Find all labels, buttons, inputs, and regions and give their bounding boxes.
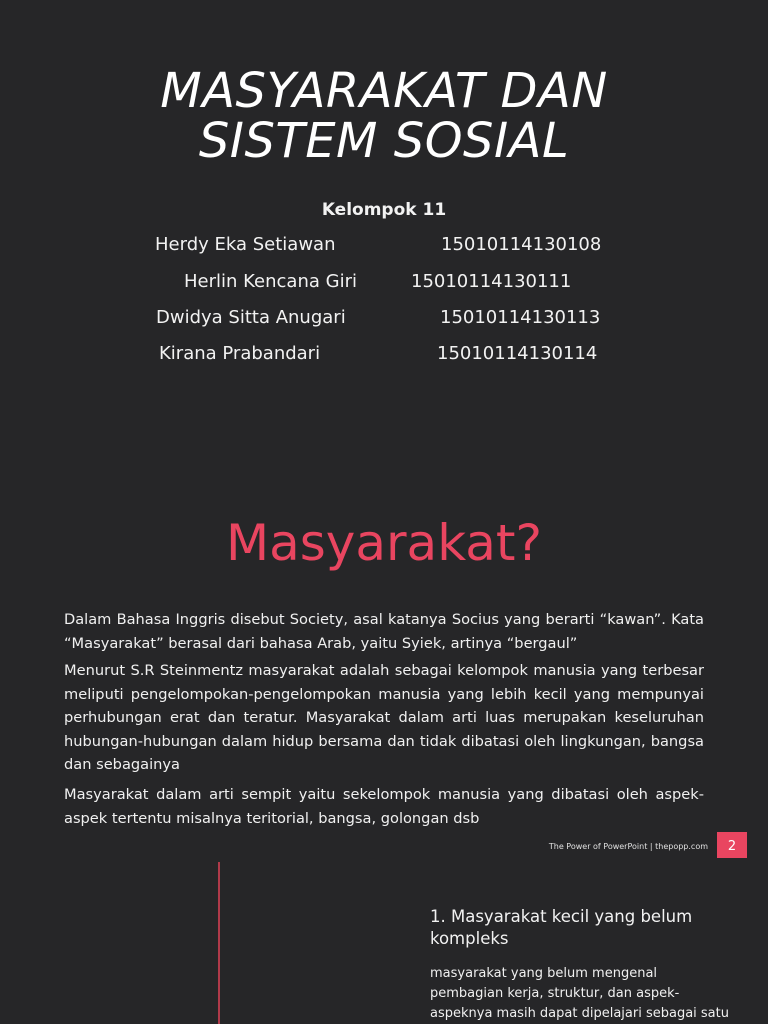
paragraph: Dalam Bahasa Inggris disebut Society, asal katanya Socius yang berarti “kawan”. Kata “Masyarakat” berasal dari bahasa Arab, yaitu Syiek, artinya “bergaul” [64,611,704,652]
slide-heading: Masyarakat? [225,514,543,572]
section-body: masyarakat yang belum mengenal pembagian kerja, struktur, dan aspek-aspeknya masih dapat dipelajari sebagai satu [430,966,729,1021]
title-line-2: SISTEM SOSIAL [198,113,570,169]
footer-credit: The Power of PowerPoint | thepopp.com [548,842,708,851]
title-line-1: MASYARAKAT DAN [160,63,608,119]
slide-masyarakat-kecil [0,862,768,1024]
member-name: Herlin Kencana Giri [184,271,357,292]
page-number-badge: 2 [717,832,747,858]
member-id: 15010114130108 [441,234,602,255]
member-name: Kirana Prabandari [159,343,321,364]
slide-title [0,0,768,440]
slide-masyarakat [0,470,768,858]
section-heading: 1. Masyarakat kecil yang belum kompleks [430,907,693,948]
member-name: Dwidya Sitta Anugari [156,307,346,328]
member-name: Herdy Eka Setiawan [155,234,336,255]
group-label: Kelompok 11 [321,200,447,220]
member-id: 15010114130113 [440,307,601,328]
divider-line [218,862,220,1024]
slide-title-heading [0,63,768,169]
member-id: 15010114130111 [411,271,572,292]
paragraph: Masyarakat dalam arti sempit yaitu sekelompok manusia yang dibatasi oleh aspek-aspek tertentu misalnya teritorial, bangsa, golongan dsb [64,786,704,827]
paragraph: Menurut S.R Steinmentz masyarakat adalah sebagai kelompok manusia yang terbesar meliputi pengelompokan-pengelompokan manusia yang lebih kecil yang mempunyai perhubungan erat dan teratur. Masyarakat dalam arti luas merupakan keseluruhan hubungan-hubungan dalam hidup bersama dan tidak dibatasi oleh lingkungan, bangsa dan sebagainya [64,662,704,773]
member-id: 15010114130114 [437,343,598,364]
